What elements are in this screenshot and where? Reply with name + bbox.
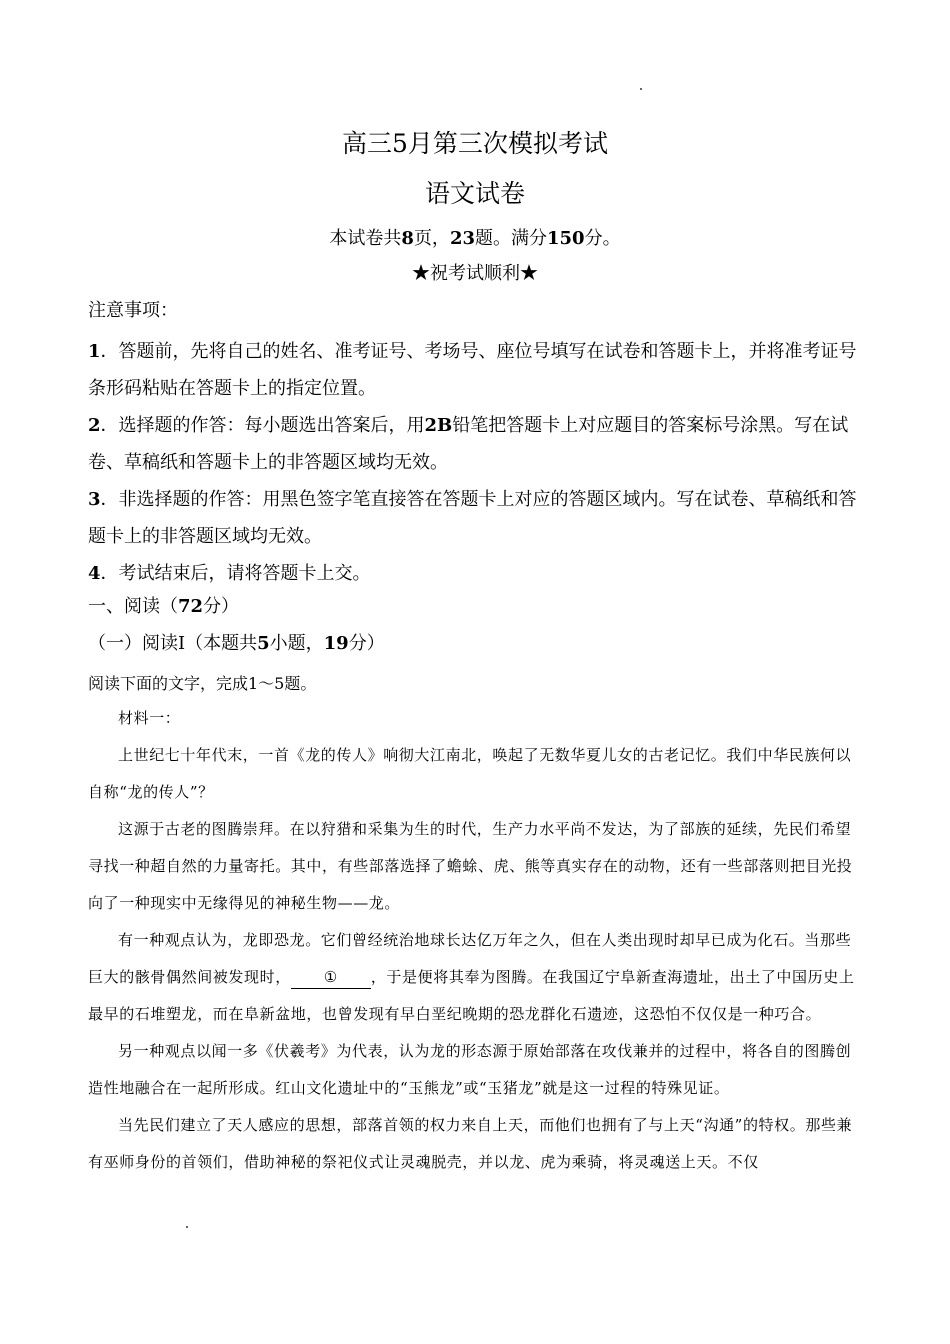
passage-paragraph xyxy=(88,922,860,1033)
sub-text: 分） xyxy=(348,633,385,654)
meta-text: 题。满分 xyxy=(475,228,547,249)
sub-text: （一）阅读Ⅰ（本题共 xyxy=(88,633,258,654)
passage-paragraph: 当先民们建立了天人感应的思想，部落首领的权力来自上天，而他们也拥有了与上天“沟通”的特权。那些兼有巫师身份的首领们，借助神秘的祭祀仪式让灵魂脱壳，并以龙、虎为乘骑，将灵魂送上天。不仅 xyxy=(88,1116,853,1171)
notice-item xyxy=(88,481,860,555)
item-text: ．考试结束后，请将答题卡上交。 xyxy=(100,563,371,584)
part-text: 分） xyxy=(203,596,240,617)
page-count: 8 xyxy=(401,228,414,249)
subject-title: 语文试卷 xyxy=(424,179,525,208)
item-text: ．答题前，先将自己的姓名、准考证号、考场号、座位号填写在试卷和答题卡上，并将准考证号条形码粘贴在答题卡上的指定位置。 xyxy=(88,341,857,399)
scan-dot-top xyxy=(640,88,642,90)
part-heading xyxy=(88,593,860,621)
fill-blank-1: ① xyxy=(291,966,371,989)
question-count: 23 xyxy=(449,228,475,249)
part-text: 一、阅读（ xyxy=(88,596,178,617)
pencil-type: 2B xyxy=(424,415,453,436)
passage xyxy=(88,700,860,1181)
sub-score: 19 xyxy=(323,633,349,654)
item-number: 4 xyxy=(88,563,101,584)
reading-instruction: 阅读下面的文字，完成1～5题。 xyxy=(88,674,317,693)
item-text: ．选择题的作答：每小题选出答案后，用 xyxy=(100,415,425,436)
part-score: 72 xyxy=(178,596,204,617)
paragraph-text: ，于是便将其奉为图腾。在我国辽宁阜新查海遗址，出土了中国历史上最早的石堆塑龙，而在阜新盆地，也曾发现有早白垩纪晚期的恐龙群化石遗迹，这恐怕不仅仅是一种巧合。 xyxy=(88,968,855,1023)
subsection-heading xyxy=(88,630,860,658)
good-luck-line: ★祝考试顺利★ xyxy=(412,263,538,284)
notice-item xyxy=(88,555,860,592)
material-label: 材料一： xyxy=(118,709,181,727)
scan-dot-bottom xyxy=(186,1226,188,1228)
exam-title: 高三5月第三次模拟考试 xyxy=(342,129,608,158)
item-text: 铅笔把答题卡上对应题目的答案标号涂黑。写在试卷、草稿纸和答题卡上的非答题区域均无效。 xyxy=(88,415,849,473)
meta-text: 页， xyxy=(413,228,450,249)
sub-text: 小题， xyxy=(269,633,324,654)
meta-text: 本试卷共 xyxy=(329,228,402,249)
passage-paragraph: 这源于古老的图腾崇拜。在以狩猎和采集为生的时代，生产力水平尚不发达，为了部族的延续，先民们希望寻找一种超自然的力量寄托。其中，有些部落选择了蟾蜍、虎、熊等真实存在的动物，还有一些部落则把目光投向了一种现实中无缘得见的神秘生物——龙。 xyxy=(88,820,853,912)
notice-heading: 注意事项： xyxy=(88,300,178,321)
exam-meta xyxy=(0,225,950,253)
meta-text: 分。 xyxy=(584,228,621,249)
sub-count: 5 xyxy=(257,633,270,654)
paragraph-text: 有一种观点认为，龙即恐龙。它们曾经统治地球长达亿万年之久，但在人类出现时却早已成为化石。当那些巨大的骸骨偶然间被发现时， xyxy=(88,931,852,986)
item-number: 3 xyxy=(88,489,101,510)
full-score: 150 xyxy=(547,228,585,249)
passage-paragraph: 上世纪七十年代末，一首《龙的传人》响彻大江南北，唤起了无数华夏儿女的古老记忆。我们中华民族何以自称“龙的传人”？ xyxy=(88,746,852,801)
item-text: ．非选择题的作答：用黑色签字笔直接答在答题卡上对应的答题区域内。写在试卷、草稿纸和答题卡上的非答题区域均无效。 xyxy=(88,489,857,547)
notice-item xyxy=(88,333,860,407)
passage-paragraph: 另一种观点以闻一多《伏羲考》为代表，认为龙的形态源于原始部落在攻伐兼并的过程中，将各自的图腾创造性地融合在一起所形成。红山文化遗址中的“玉熊龙”或“玉猪龙”就是这一过程的特殊见证。 xyxy=(88,1042,852,1097)
item-number: 2 xyxy=(88,415,101,436)
item-number: 1 xyxy=(88,341,101,362)
notice-list xyxy=(88,333,860,592)
notice-item xyxy=(88,407,860,481)
